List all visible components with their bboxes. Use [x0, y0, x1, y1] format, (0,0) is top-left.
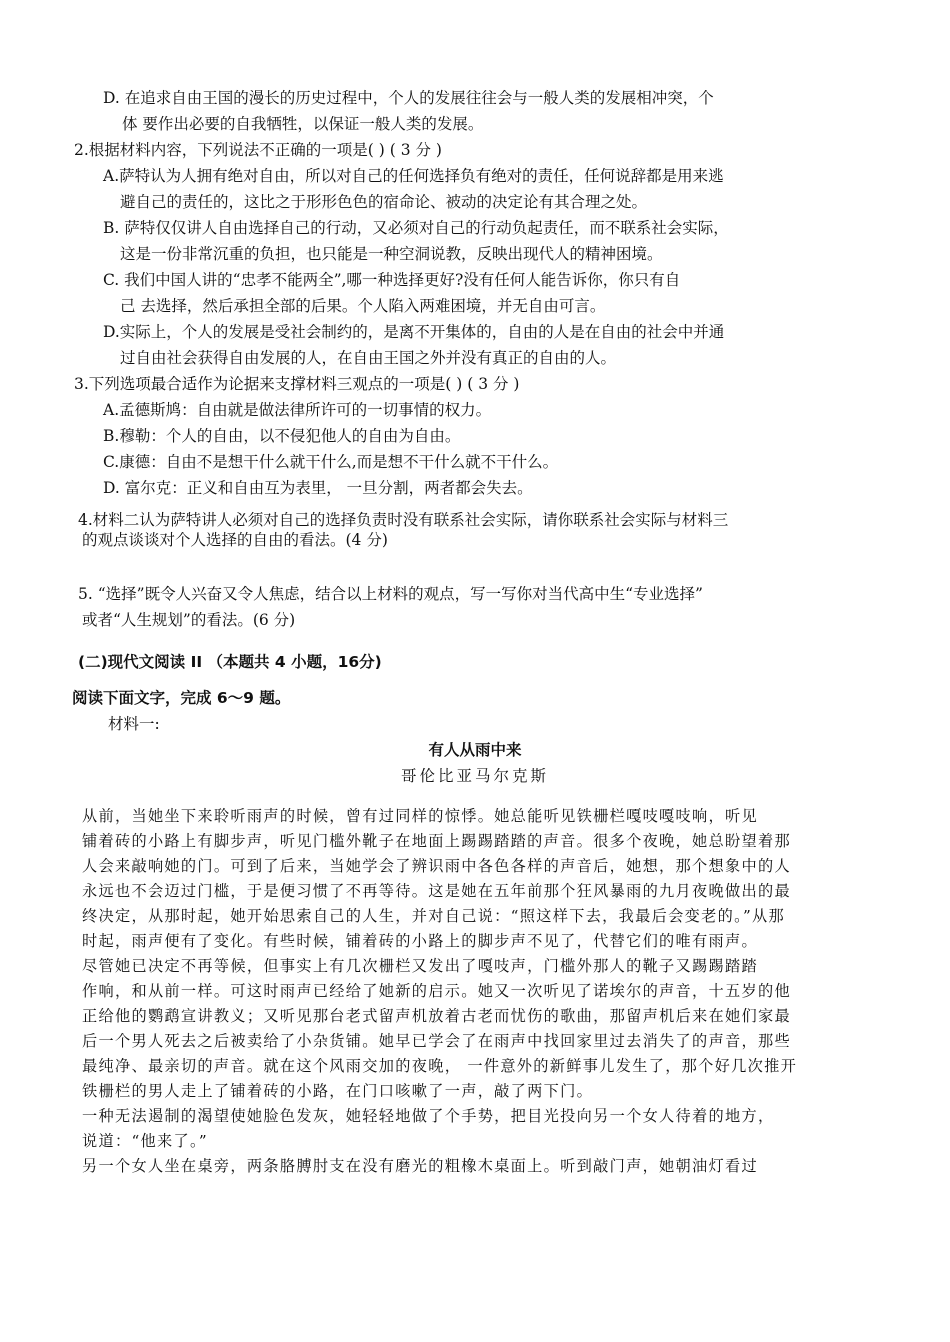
story-line: 终决定，从那时起，她开始思索自己的人生，并对自己说：“照这样下去，我最后会变老的。”从那 [82, 907, 786, 925]
q5-line2: 或者“人生规划”的看法。(6 分) [82, 611, 296, 629]
q2-option-b-line2: 这是一份非常沉重的负担，也只能是一种空洞说教，反映出现代人的精神困境。 [120, 245, 663, 263]
q2-option-b-line1: B. 萨特仅仅讲人自由选择自己的行动，又必须对自己的行动负起责任，而不联系社会实际， [103, 219, 729, 237]
story-line: 铺着砖的小路上有脚步声，听见门槛外靴子在地面上踢踢踏踏的声音。很多个夜晚，她总盼望着那 [82, 832, 791, 850]
story-line: 永远也不会迈过门槛，于是便习惯了不再等待。这是她在五年前那个狂风暴雨的九月夜晚做出的最 [82, 882, 791, 900]
q2-option-d-line2: 过自由社会获得自由发展的人，在自由王国之外并没有真正的自由的人。 [120, 349, 617, 367]
q2-stem: 2.根据材料内容，下列说法不正确的一项是( ) ( 3 分 ) [74, 141, 442, 159]
q4-line2: 的观点谈谈对个人选择的自由的看法。(4 分) [82, 531, 388, 549]
material-label: 材料一: [108, 715, 160, 733]
story-line: 人会来敲响她的门。可到了后来，当她学会了辨识雨中各色各样的声音后，她想，那个想象中的人 [82, 857, 791, 875]
story-line: 从前，当她坐下来聆听雨声的时候，曾有过同样的惊悸。她总能听见铁栅栏嘎吱嘎吱响，听见 [82, 807, 758, 825]
story-author: 哥伦比亚马尔克斯 [400, 767, 549, 785]
q3-option-c: C.康德：自由不是想干什么就干什么,而是想不干什么就不干什么。 [103, 453, 559, 471]
q2-option-a-line1: A.萨特认为人拥有绝对自由，所以对自己的任何选择负有绝对的责任，任何说辞都是用来逃 [103, 167, 724, 185]
story-line: 作响，和从前一样。可这时雨声已经给了她新的启示。她又一次听见了诺埃尔的声音，十五岁的他 [82, 982, 791, 1000]
story-line: 尽管她已决定不再等候，但事实上有几次栅栏又发出了嘎吱声，门槛外那人的靴子又踢踢踏踏 [82, 957, 758, 975]
story-line: 一种无法遏制的渴望使她脸色发灰，她轻轻地做了个手势，把目光投向另一个女人待着的地方， [82, 1107, 775, 1125]
section-instruction: 阅读下面文字，完成 6～9 题。 [72, 689, 291, 707]
story-line: 最纯净、最亲切的声音。就在这个风雨交加的夜晚， 一件意外的新鲜事儿发生了，那个好几次推开 [82, 1057, 798, 1075]
q1-option-d-line2: 体 要作出必要的自我牺牲，以保证一般人类的发展。 [122, 115, 484, 133]
q1-option-d-line1: D. 在追求自由王国的漫长的历史过程中，个人的发展往往会与一般人类的发展相冲突，个 [103, 89, 714, 107]
q3-stem: 3.下列选项最合适作为论据来支撑材料三观点的一项是( ) ( 3 分 ) [74, 375, 520, 393]
story-line: 铁栅栏的男人走上了铺着砖的小路，在门口咳嗽了一声，敲了两下门。 [82, 1082, 594, 1100]
q4-line1: 4.材料二认为萨特讲人必须对自己的选择负责时没有联系社会实际，请你联系社会实际与材料三 [78, 511, 729, 529]
q3-option-d: D. 富尔克：正义和自由互为表里， 一旦分割，两者都会失去。 [103, 479, 533, 497]
story-line: 正给他的鹦鹉宣讲教义；又听见那台老式留声机放着古老而忧伤的歌曲，那留声机后来在她们家最 [82, 1007, 791, 1025]
q3-option-b: B.穆勒：个人的自由，以不侵犯他人的自由为自由。 [103, 427, 461, 445]
q2-option-c-line1: C. 我们中国人讲的“忠孝不能两全”,哪一种选择更好?没有任何人能告诉你，你只有自 [103, 271, 681, 289]
q2-option-c-line2: 己 去选择，然后承担全部的后果。个人陷入两难困境，并无自由可言。 [120, 297, 606, 315]
story-line: 另一个女人坐在桌旁，两条胳膊肘支在没有磨光的粗橡木桌面上。听到敲门声，她朝油灯看过 [82, 1157, 758, 1175]
q2-option-d-line1: D.实际上，个人的发展是受社会制约的，是离不开集体的，自由的人是在自由的社会中并通 [103, 323, 725, 341]
q5-line1: 5. “选择”既令人兴奋又令人焦虑，结合以上材料的观点，写一写你对当代高中生“专业选择” [78, 585, 703, 603]
story-line: 说道：“他来了。” [82, 1132, 208, 1150]
story-line: 后一个男人死去之后被卖给了小杂货铺。她早已学会了在雨声中找回家里过去消失了的声音，那些 [82, 1032, 791, 1050]
section-heading: (二)现代文阅读 II （本题共 4 小题，16分) [78, 653, 382, 671]
story-title: 有人从雨中来 [428, 741, 522, 759]
q2-option-a-line2: 避自己的责任的，这比之于形形色色的宿命论、被动的决定论有其合理之处。 [120, 193, 648, 211]
story-line: 时起，雨声便有了变化。有些时候，铺着砖的小路上的脚步声不见了，代替它们的唯有雨声。 [82, 932, 758, 950]
q3-option-a: A.孟德斯鸠：自由就是做法律所许可的一切事情的权力。 [103, 401, 492, 419]
